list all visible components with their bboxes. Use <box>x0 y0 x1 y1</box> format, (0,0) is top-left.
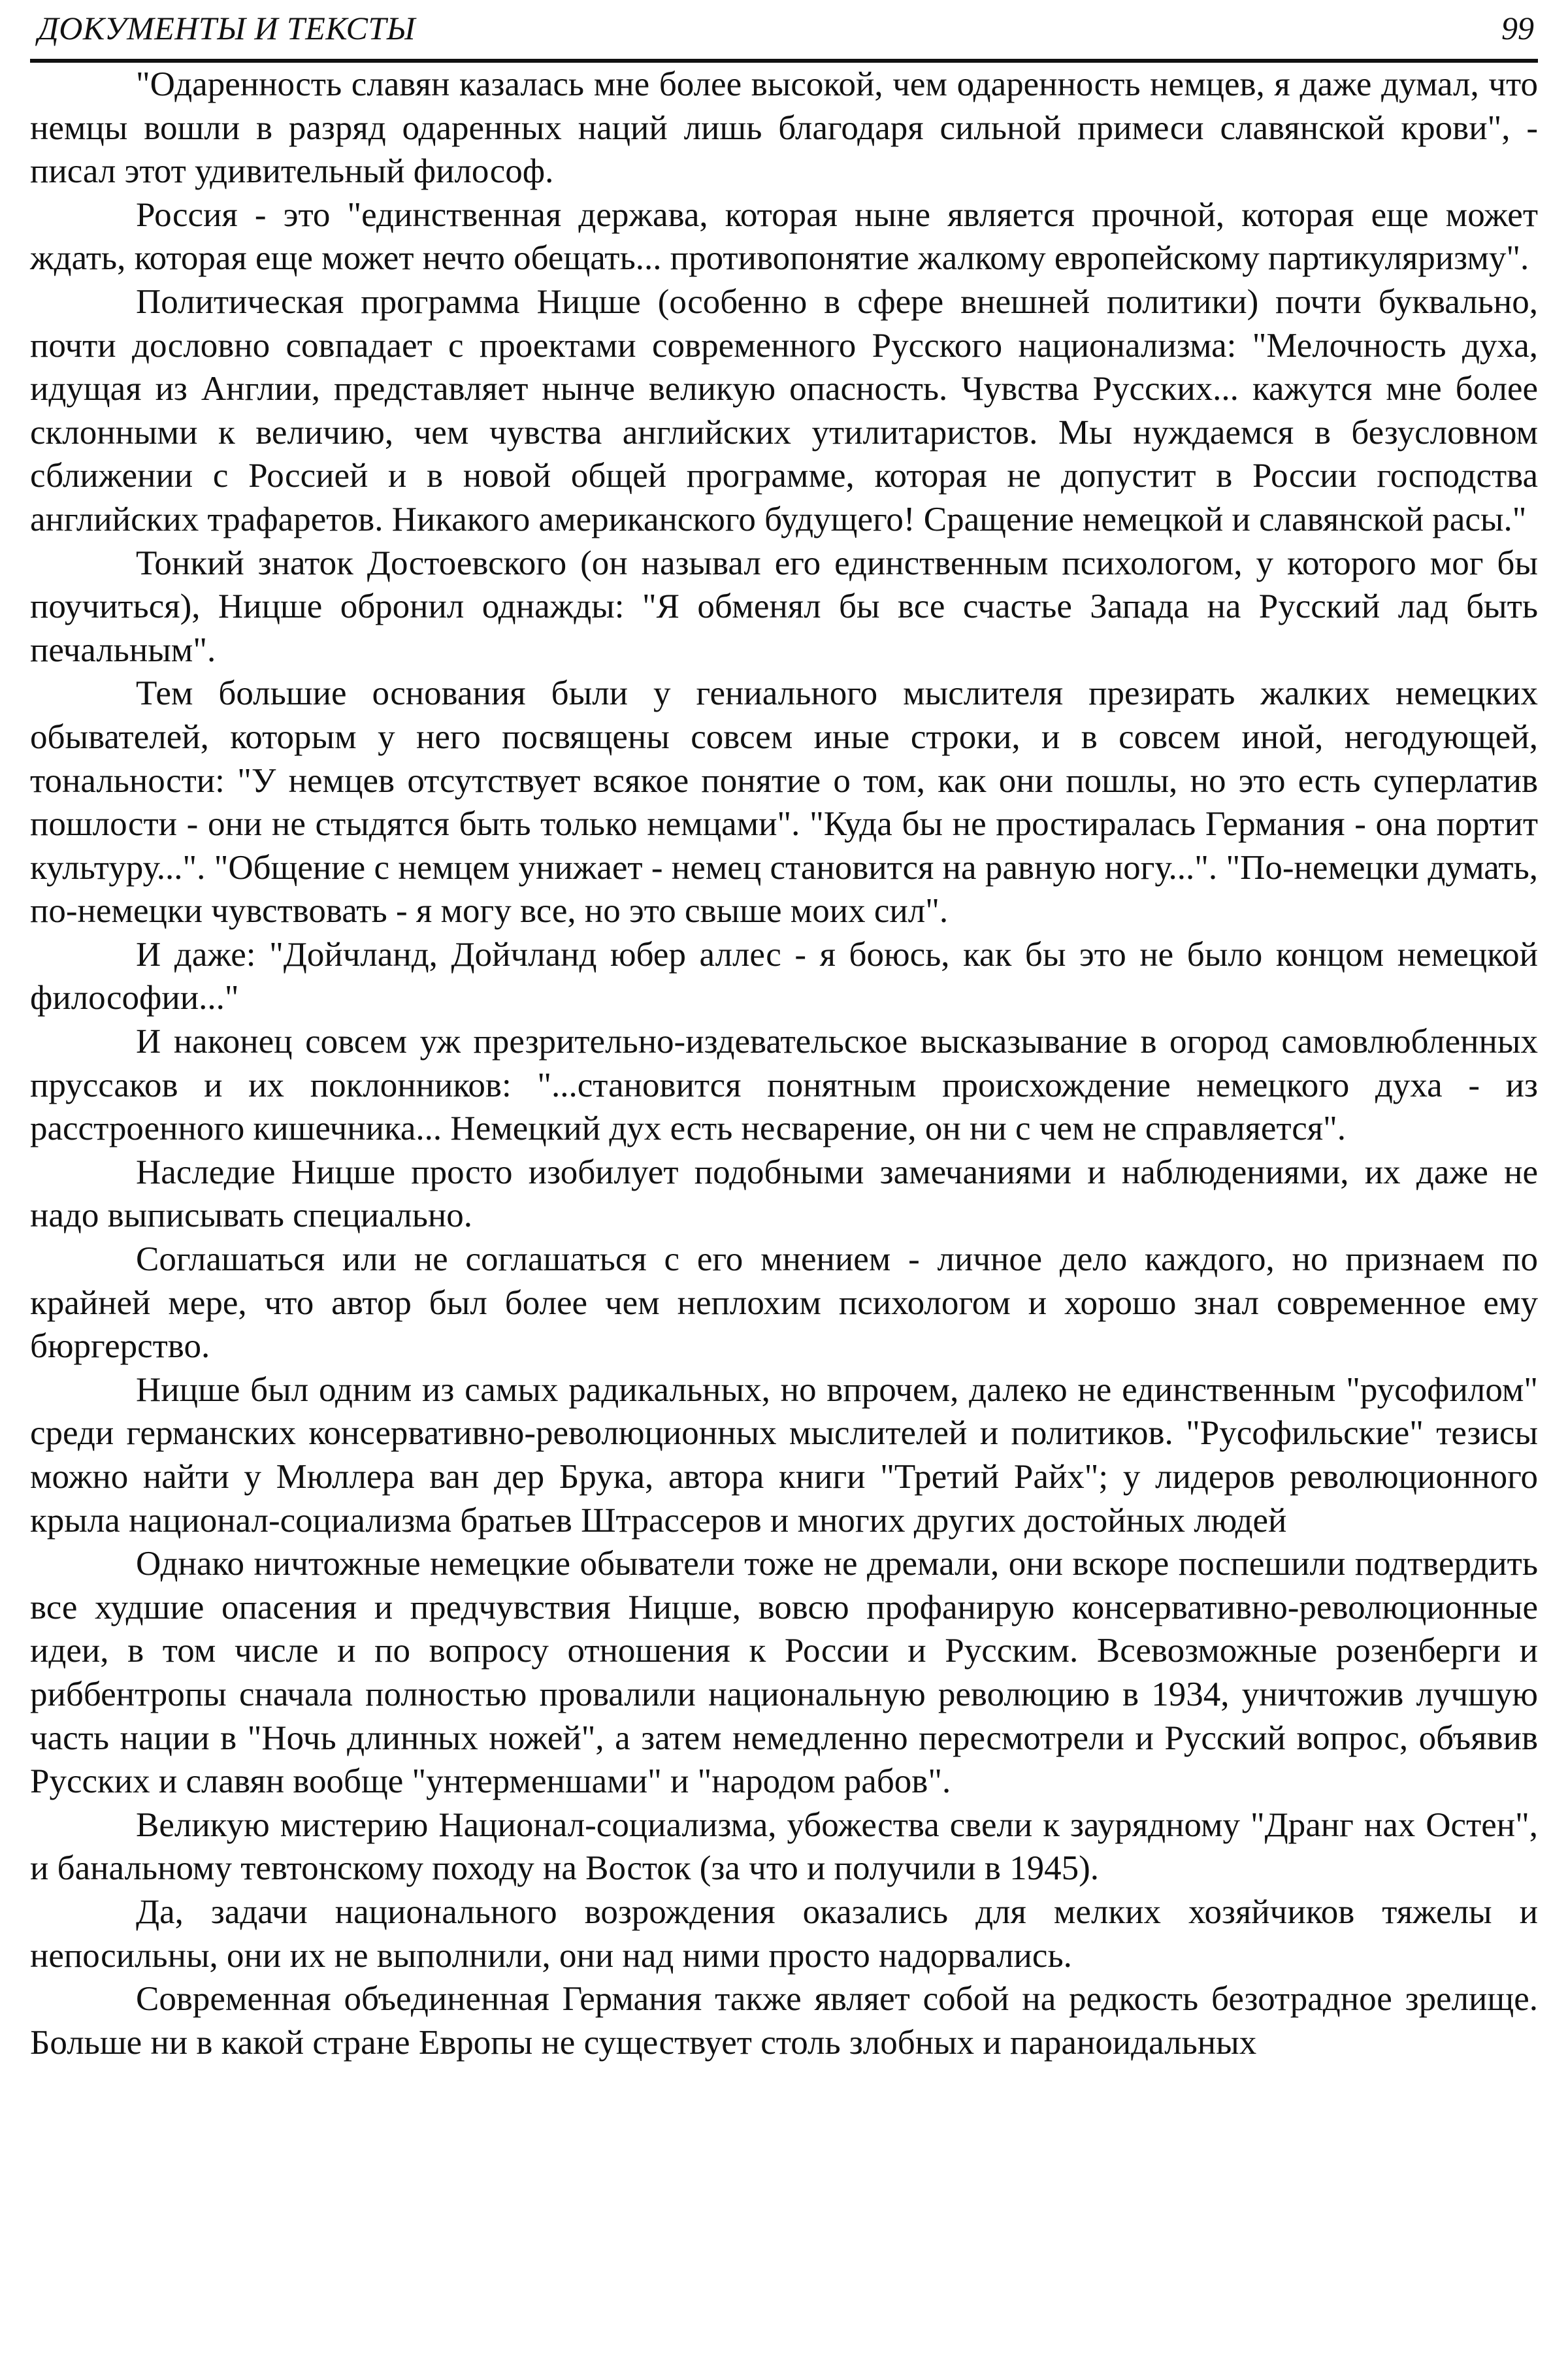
document-page <box>30 0 1538 2357</box>
paragraph: Однако ничтожные немецкие обыватели тоже не дремали, они вскоре поспешили подтвердить все худшие опасения и предчувствия Ницше, вовсю профанирую консервативно-революционные идеи, в том числе и по вопросу отношения к России и Русским. Всевозможные розенберги и риббентропы сначала полностью провалили национальную революцию в 1934, уничтожив лучшую часть нации в "Ночь длинных ножей", а затем немедленно пересмотрели и Русский вопрос, объявив Русских и славян вообще "унтерменшами" и "народом рабов". <box>30 1545 1538 1801</box>
paragraph: И даже: "Дойчланд, Дойчланд юбер аллес - я боюсь, как бы это не было концом немецкой философии..." <box>30 935 1538 1017</box>
paragraph: И наконец совсем уж презрительно-издевательское высказывание в огород самовлюбленных пруссаков и их поклонников: "...становится понятным происхождение немецкого духа - из расстроенного кишечника... Немецкий дух есть несварение, он ни с чем не справляется". <box>30 1023 1538 1148</box>
running-header <box>30 5 1538 51</box>
paragraph: Россия - это "единственная держава, которая ныне является прочной, которая еще может ждать, которая еще может нечто обещать... противопонятие жалкому европейскому партикуляризму". <box>30 195 1538 278</box>
paragraph: "Одаренность славян казалась мне более высокой, чем одаренность немцев, я даже думал, что немцы вошли в разряд одаренных наций лишь благодаря сильной примеси славянской крови", - писал этот удивительный философ. <box>30 65 1538 191</box>
page-number: 99 <box>1501 10 1534 46</box>
paragraph: Современная объединенная Германия также являет собой на редкость безотрадное зрелище. Больше ни в какой стране Европы не существует столь злобных и параноидальных <box>30 1980 1538 2062</box>
paragraph: Да, задачи национального возрождения оказались для мелких хозяйчиков тяжелы и непосильны, они их не выполнили, они над ними просто надорвались. <box>30 1892 1538 1975</box>
paragraph: Ницше был одним из самых радикальных, но впрочем, далеко не единственным "русофилом" среди германских консервативно-революционных мыслителей и политиков. "Русофильские" тезисы можно найти у Мюллера ван дер Брука, автора книги "Третий Райх"; у лидеров революционного крыла национал-социализма братьев Штрассеров и многих других достойных людей <box>30 1370 1538 1540</box>
paragraph: Тонкий знаток Достоевского (он называл его единственным психологом, у которого мог бы поучиться), Ницше обронил однажды: "Я обменял бы все счастье Запада на Русский лад быть печальным". <box>30 544 1538 669</box>
paragraph: Наследие Ницше просто изобилует подобными замечаниями и наблюдениями, их даже не надо выписывать специально. <box>30 1153 1538 1235</box>
section-title: ДОКУМЕНТЫ И ТЕКСТЫ <box>38 10 416 46</box>
paragraph: Политическая программа Ницше (особенно в сфере внешней политики) почти буквально, почти дословно совпадает с проектами современного Русского национализма: "Мелочность духа, идущая из Англии, представляет нынче великую опасность. Чувства Русских... кажутся мне более склонными к величию, чем чувства английских утилитаристов. Мы нуждаемся в безусловном сближении с Россией и в новой общей программе, которая не допустит в России господства английских трафаретов. Никакого американского будущего! Сращение немецкой и славянской расы." <box>30 282 1538 538</box>
body-text <box>30 63 1538 2064</box>
paragraph: Тем большие основания были у гениального мыслителя презирать жалких немецких обывателей, которым у него посвящены совсем иные строки, и в совсем иной, негодующей, тональности: "У немцев отсутствует всякое понятие о том, как они пошлы, но это есть суперлатив пошлости - они не стыдятся быть только немцами". "Куда бы не простиралась Германия - она портит культуру...". "Общение с немцем унижает - немец становится на равную ногу...". "По-немецки думать, по-немецки чувствовать - я могу все, но это свыше моих сил". <box>30 674 1538 931</box>
paragraph: Соглашаться или не соглашаться с его мнением - личное дело каждого, но признаем по крайней мере, что автор был более чем неплохим психологом и хорошо знал современное ему бюргерство. <box>30 1240 1538 1366</box>
paragraph: Великую мистерию Национал-социализма, убожества свели к заурядному "Дранг нах Остен", и банальному тевтонскому походу на Восток (за что и получили в 1945). <box>30 1805 1538 1888</box>
